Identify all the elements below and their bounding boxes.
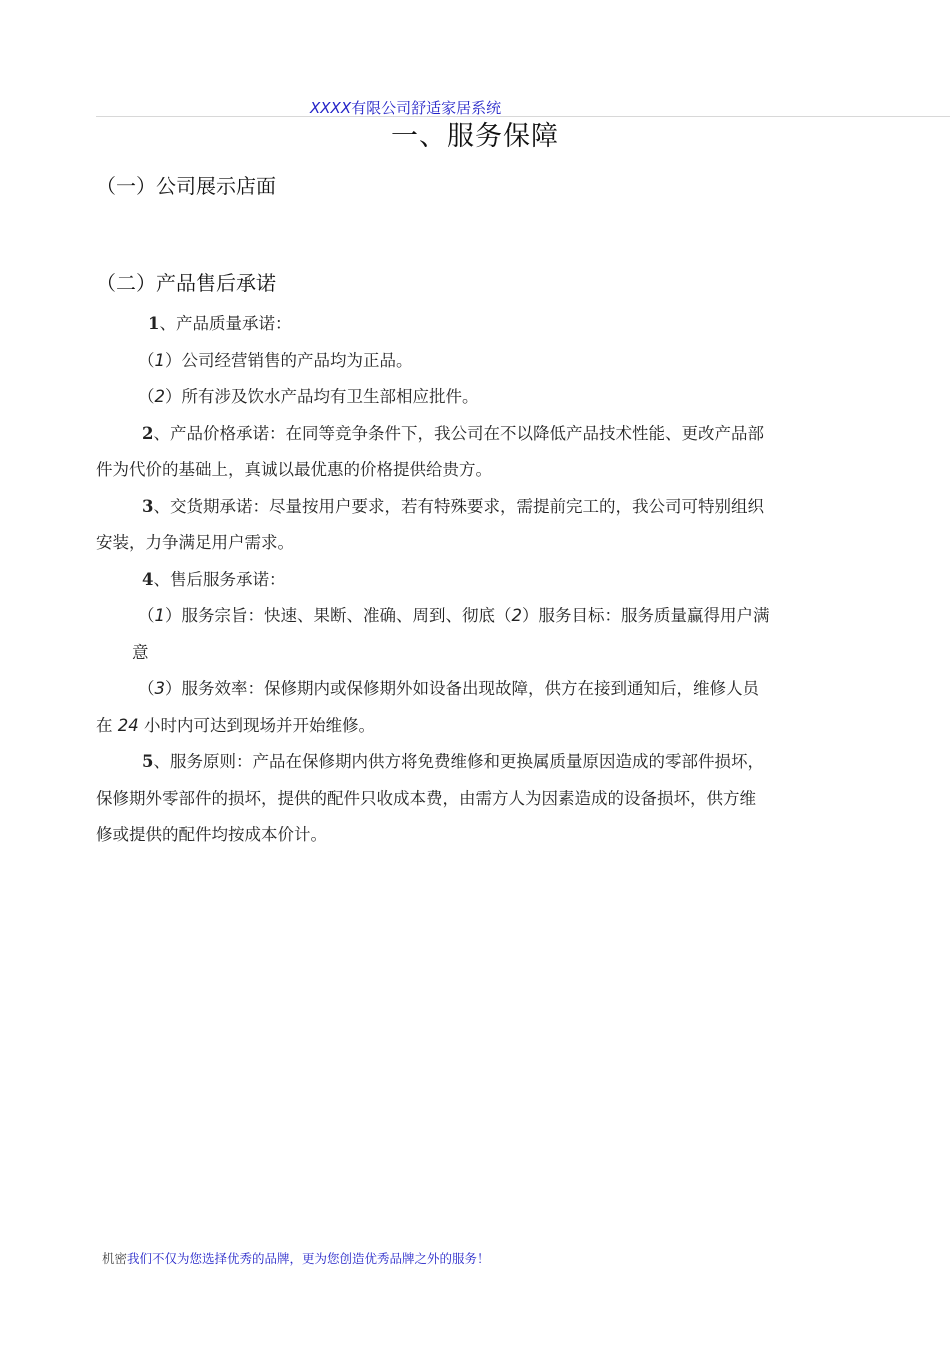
service-promise-heading: 4、售后服务承诺： bbox=[142, 569, 286, 589]
service-item-3-line-1: （3）服务效率：保修期内或保修期外如设备出现故障，供方在接到通知后，维修人员 bbox=[138, 679, 759, 698]
page-title: 一、服务保障 bbox=[391, 121, 559, 152]
section-heading-showroom: （一）公司展示店面 bbox=[96, 174, 276, 198]
delivery-promise-line-1: 3、交货期承诺：尽量按用户要求，若有特殊要求，需提前完工的，我公司可特别组织 bbox=[142, 496, 764, 516]
service-item-1-2: （1）服务宗旨：快速、果断、准确、周到、彻底（2）服务目标：服务质量赢得用户满 bbox=[138, 606, 770, 625]
price-promise-line-2: 件为代价的基础上，真诚以最优惠的价格提供给贵方。 bbox=[96, 460, 492, 479]
footer-slogan: 我们不仅为您选择优秀的品牌，更为您创造优秀品牌之外的服务！ bbox=[127, 1251, 490, 1266]
service-principle-line-2: 保修期外零部件的损坏，提供的配件只收成本费，由需方人为因素造成的设备损坏，供方维 bbox=[96, 788, 756, 808]
price-promise-line-1: 2、产品价格承诺：在同等竞争条件下，我公司在不以降低产品技术性能、更改产品部 bbox=[142, 423, 764, 443]
document-body bbox=[96, 306, 860, 854]
delivery-promise-line-2: 安装，力争满足用户需求。 bbox=[96, 533, 294, 552]
service-item-1-2-continued: 意 bbox=[132, 642, 149, 662]
service-item-3-line-2: 在 24 小时内可达到现场并开始维修。 bbox=[96, 715, 375, 735]
section-heading-after-sales: （二）产品售后承诺 bbox=[96, 271, 276, 295]
quality-item-2: （2）所有涉及饮水产品均有卫生部相应批件。 bbox=[138, 387, 479, 406]
header-company-suffix: 有限公司 bbox=[351, 99, 412, 117]
service-principle-line-3: 修或提供的配件均按成本价计。 bbox=[96, 825, 327, 844]
page-footer bbox=[102, 1249, 490, 1267]
footer-confidential: 机密 bbox=[102, 1251, 128, 1266]
quality-promise-heading: 1、产品质量承诺： bbox=[148, 314, 292, 333]
header-company-code: XXXX bbox=[310, 99, 352, 117]
quality-item-1: （1）公司经营销售的产品均为正品。 bbox=[138, 350, 413, 370]
service-principle-line-1: 5、服务原则：产品在保修期内供方将免费维修和更换属质量原因造成的零部件损坏， bbox=[142, 752, 764, 771]
header-system-name: 舒适家居系统 bbox=[411, 99, 502, 117]
